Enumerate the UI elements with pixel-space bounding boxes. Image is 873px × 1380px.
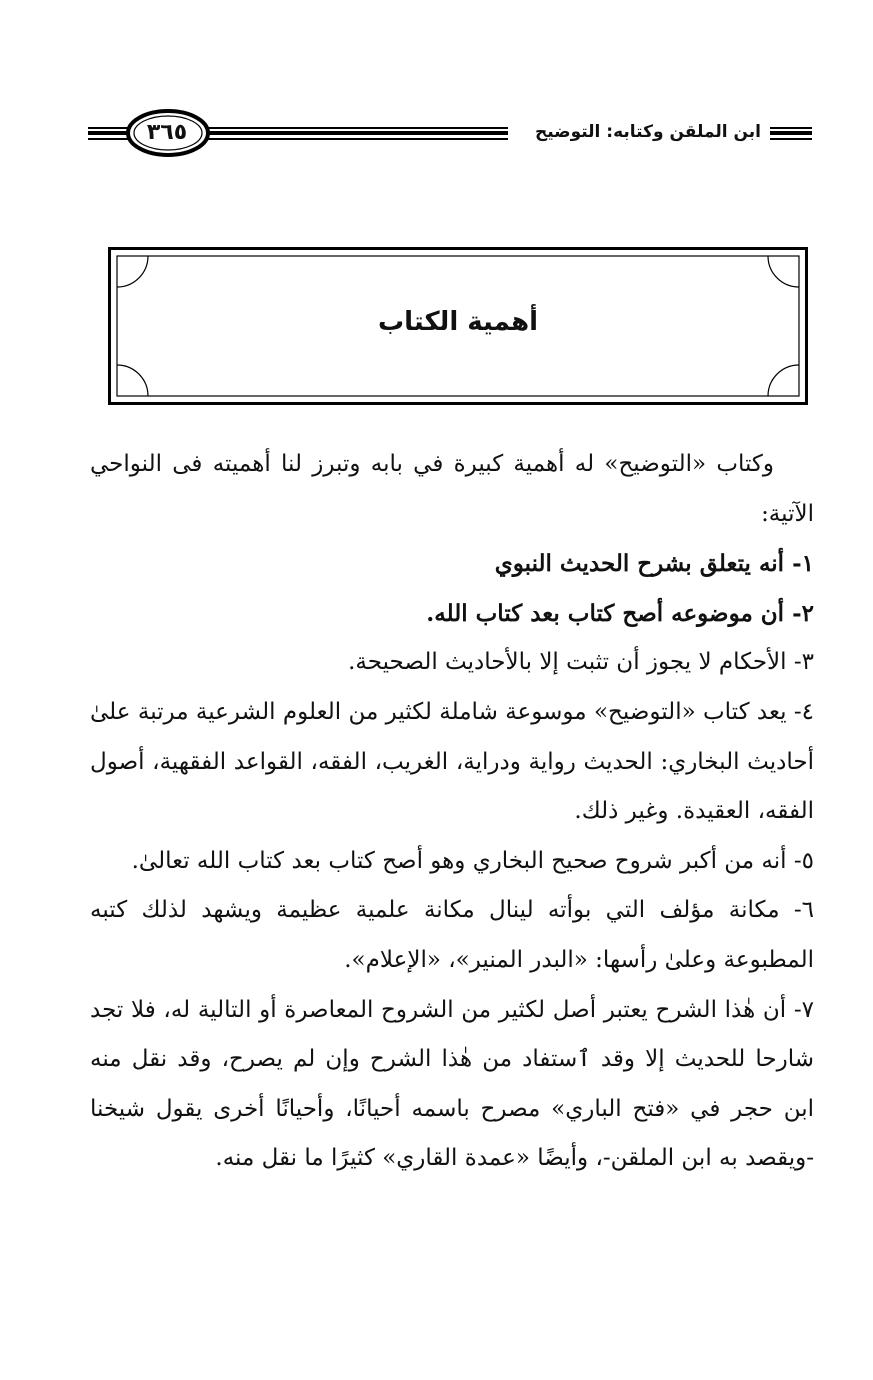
- page-number: ٣٦٥: [146, 120, 188, 145]
- intro-paragraph: وكتاب «التوضيح» له أهمية كبيرة في بابه وتبرز لنا أهميته فى النواحي الآتية:: [90, 451, 814, 527]
- list-item-3: ٣- الأحكام لا يجوز أن تثبت إلا بالأحاديث الصحيحة.: [348, 649, 814, 676]
- section-title-box: [108, 247, 808, 405]
- list-item-5: ٥- أنه من أكبر شروح صحيح البخاري وهو أصح كتاب بعد كتاب الله تعالىٰ.: [131, 847, 814, 874]
- list-item-4: ٤- يعد كتاب «التوضيح» موسوعة شاملة لكثير من العلوم الشرعية مرتبة علىٰ أحاديث البخاري: الحديث رواية ودراية، الغريب، الفقه، القواعد الفقهية، أصول الفقه، العقيدة. وغير ذلك.: [90, 698, 814, 825]
- list-item-6: ٦- مكانة مؤلف التي بوأته لينال مكانة علمية عظيمة ويشهد لذلك كتبه المطبوعة وعلىٰ رأسها: «البدر المنير»، «الإعلام».: [90, 897, 814, 973]
- list-item-7: ٧- أن هٰذا الشرح يعتبر أصل لكثير من الشروح المعاصرة أو التالية له، فلا تجد شارحا للحديث إلا وقد ٱستفاد من هٰذا الشرح وإن لم يصرح، وقد نقل منه ابن حجر في «فتح الباري» مصرح باسمه أحيانًا، وأحيانًا أخرى يقول شيخنا -ويقصد به ابن الملقن-، وأيضًا «عمدة القاري» كثيرًا ما نقل منه.: [90, 996, 814, 1172]
- header-rule-ornament: [0, 0, 873, 200]
- section-title: أهمية الكتاب: [377, 307, 539, 337]
- page-header: [0, 0, 873, 200]
- list-item-1: ١- أنه يتعلق بشرح الحديث النبوي: [494, 550, 814, 578]
- list-item-2: ٢- أن موضوعه أصح كتاب بعد كتاب الله.: [426, 599, 814, 627]
- body-text: [90, 440, 814, 1184]
- running-head: ابن الملقن وكتابه: التوضيح: [534, 122, 761, 142]
